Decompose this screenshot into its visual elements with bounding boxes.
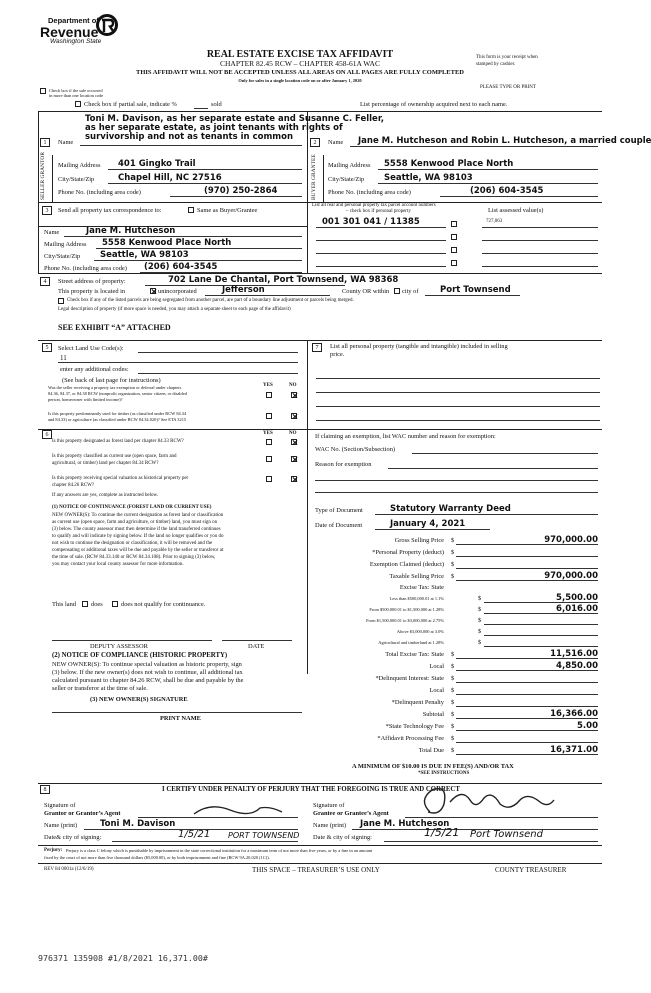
seller-side-label: SELLER GRANTOR [40,151,46,200]
notice1-line: compensating or additional taxes will be due and payable by the seller or transferor at [52,548,224,553]
buyer-city-value: Seattle, WA 98103 [384,173,473,183]
seller-mailing-value: 401 Gingko Trail [118,159,196,169]
receipt-note-2: stamped by cashier. [476,62,516,67]
county-or-label: County OR within [342,288,390,295]
tax-row-value: 4,850.00 [556,661,598,671]
s6-q2-yes-checkbox[interactable] [266,456,272,462]
unincorporated-checkbox[interactable] [150,288,156,294]
form-warning: THIS AFFIDAVIT WILL NOT BE ACCEPTED UNLESS ALL AREAS ON ALL PAGES ARE FULLY COMPLETED [136,69,464,76]
tier-label: From $1,500,000.01 to $3,000,000 at 2.75% [366,618,444,623]
s6-q1-yes-checkbox[interactable] [266,439,272,445]
perjury-line-1: Perjury is a class C felony which is punishable by imprisonment in the state correctional institution for a maximum term of not more than five years, or by a fine in an amount [66,848,373,853]
s5-q1-yes-checkbox[interactable] [266,392,272,398]
tax-row-label: *Affidavit Processing Fee [377,735,444,742]
notice1-line: the time of sale. (RCW 84.33.140 or RCW 84.34.108). Prior to signing (3) below, [52,555,216,560]
corr-mailing-value: 5558 Kenwood Place North [102,238,232,248]
dollar-sign: $ [451,711,455,718]
date-label: DATE [248,643,265,650]
print-name-label: PRINT NAME [160,715,201,722]
multi-location-label-2: in more than one location code [49,93,104,98]
tier-label: Agricultural and timberland at 1.28% [378,640,444,645]
logo-line-2: Revenue [40,24,99,40]
type-or-print: PLEASE TYPE OR PRINT [480,85,536,90]
located-label: This property is located in [58,288,126,295]
form-subtitle: CHAPTER 82.45 RCW – CHAPTER 458-61A WAC [220,59,380,68]
section-1-number: 1 [40,138,50,147]
county-treasurer: COUNTY TREASURER [495,866,567,874]
personal-property-checkbox[interactable] [451,247,457,253]
land-use-code: 11 [60,354,67,362]
grantor-sig-label-1: Signature of [44,802,76,809]
buyer-city-label: City/State/Zip [328,176,365,183]
notice1-line: you may contact your local county assessor for more information. [52,562,184,567]
unincorporated-label: unincorporated [158,288,197,295]
tax-row-value: 5.00 [577,721,598,731]
tax-row-label: *State Technology Fee [385,723,444,730]
s5-q2-no-checkbox[interactable] [291,413,297,419]
tax-row-label: Total Excise Tax: State [385,651,444,658]
seller-name-line-3: survivorship and not as tenants in common [85,132,294,142]
grantor-city-hw: PORT TOWNSEND [228,831,300,840]
minimum-note: A MINIMUM OF $10.00 IS DUE IN FEE(S) AND/OR TAX [352,763,514,770]
corr-phone-value: (206) 604-3545 [144,262,218,272]
notice1-line: to qualify and will indicate by signing below. If the land no longer qualifies or you do [52,534,224,539]
corr-city-value: Seattle, WA 98103 [100,250,189,260]
personal-property-checkbox[interactable] [451,221,457,227]
section-4-number: 4 [40,277,50,286]
new-owner-signature-label: (3) NEW OWNER(S) SIGNATURE [90,696,188,703]
tax-row-label: *Personal Property (deduct) [372,549,444,556]
dollar-sign: $ [451,651,455,658]
land-does-label: does [91,601,103,608]
grantee-name-print-label: Name (print) [313,822,347,829]
corr-mailing-label: Mailing Address [44,241,87,248]
dollar-sign: $ [451,687,455,694]
street-label: Street address of property: [58,278,126,285]
corr-phone-label: Phone No. (including area code) [44,265,127,272]
segregated-label: Check box if any of the listed parcels are being segregated from another parcel, are part of a boundary line adjustment or parcels being merged. [67,298,354,303]
grantor-name-print-label: Name (print) [44,822,78,829]
personal-property-checkbox[interactable] [451,234,457,240]
dollar-sign: $ [451,663,455,670]
grantor-name-print: Toni M. Davison [100,819,176,829]
street-value: 702 Lane De Chantal, Port Townsend, WA 98368 [168,275,399,285]
partial-sale-sold: sold [211,101,222,108]
dollar-sign: $ [451,735,455,742]
buyer-mailing-value: 5558 Kenwood Place North [384,159,514,169]
doc-type-value: Statutory Warranty Deed [390,504,511,514]
notice2-line: calculated pursuant to chapter 84.26 RCW, shall be due and payable by the [52,677,244,684]
grantee-sig-label-1: Signature of [313,802,345,809]
only-for-note: Only for sales in a single location code on or after January 1, 2020 [238,78,362,83]
tax-row-value: 970,000.00 [544,571,598,581]
seller-name-line-1: Toni M. Davison, as her separate estate and Susanne C. Feller, [85,114,384,124]
dollar-sign: $ [478,617,482,624]
s6-q3-line-1: Is this property receiving special valuation as historical property per [52,476,189,481]
treasurer-use: THIS SPACE – TREASURER’S USE ONLY [252,866,380,874]
correspondence-label: Send all property tax correspondence to: [58,207,162,214]
doc-date-label: Date of Document [315,522,363,529]
reason-label: Reason for exemption [315,461,372,468]
s6-yes-header: YES [263,431,273,436]
exhibit-note: SEE EXHIBIT “A” ATTACHED [58,323,171,332]
tax-row-label: Gross Selling Price [394,537,444,544]
seller-city-value: Chapel Hill, NC 27516 [118,173,222,183]
notice2-line: seller or transferor at the time of sale. [52,685,148,692]
parcel-number: 001 301 041 / 11385 [322,217,420,227]
tier-label: Above $3,000,000 at 3.0% [396,629,444,634]
grantee-date-city-label: Date & city of signing: [313,834,372,841]
grantee-sig-label-2: Grantee or Grantee’s Agent [313,810,389,817]
legal-label: Legal description of property (if more space is needed, you may attach a separate sheet to each page of the affidavit) [58,307,291,312]
buyer-mailing-label: Mailing Address [328,162,371,169]
seller-phone-value: (970) 250-2864 [204,186,278,196]
s6-q2-line-2: agricultural, or timber) land per chapter 84.34 RCW? [52,461,159,466]
section-2-number: 2 [310,138,320,147]
dollar-sign: $ [451,723,455,730]
s5-q2-line-1: Is this property predominantly used for timber (as classified under RCW 84.34 [48,411,187,416]
form-title: REAL ESTATE EXCISE TAX AFFIDAVIT [206,49,394,60]
buyer-name-value: Jane M. Hutcheson and Robin L. Hutcheson, a married couple [358,136,651,146]
certify-statement: I CERTIFY UNDER PENALTY OF PERJURY THAT THE FOREGOING IS TRUE AND CORRECT [162,786,460,793]
tax-row-label: Total Due [418,747,444,754]
section-6-number: 6 [42,430,52,439]
grantee-name-print: Jane M. Hutcheson [360,819,450,829]
land-use-label: Select Land Use Code(s): [58,345,124,352]
corr-city-label: City/State/Zip [44,253,81,260]
county-value: Jefferson [222,285,265,295]
additional-codes-label: enter any additional codes: [60,366,129,373]
land-does-not-checkbox[interactable] [112,601,118,607]
this-land-label: This land [52,601,76,608]
dollar-sign: $ [451,537,455,544]
notice2-line: NEW OWNER(S): To continue special valuation as historic property, sign [52,661,242,668]
s7-label-1: List all personal property (tangible and intangible) included in selling [330,343,508,350]
city-checkbox[interactable] [394,288,400,294]
excise-state-label: Excise Tax: State [399,584,444,591]
section-7-number: 7 [312,343,322,352]
section-8-number: 8 [40,785,50,794]
dor-logo-icon [96,13,118,37]
s5-q1-line-3: person, homeowner with limited income)? [48,397,123,402]
s6-q2-line-1: Is this property classified as current use (open space, farm and [52,454,177,459]
yes-header: YES [263,383,273,388]
city-value: Port Townsend [440,285,511,295]
notice2-title: (2) NOTICE OF COMPLIANCE (HISTORIC PROPERTY) [52,652,228,659]
grantor-signature [190,796,290,820]
parcels-header-1: List all real and personal property tax parcel account numbers [312,203,436,208]
seller-mailing-label: Mailing Address [58,162,101,169]
seller-city-label: City/State/Zip [58,176,95,183]
personal-property-checkbox[interactable] [451,260,457,266]
same-as-buyer-checkbox[interactable] [188,207,194,213]
buyer-side-label: BUYER GRANTEE [311,154,317,200]
tax-row-label: Exemption Claimed (deduct) [369,561,444,568]
grantor-date-city-label: Date& city of signing: [44,834,102,841]
tax-row-label: Local [429,687,444,694]
seller-name-label: Name [58,139,74,146]
grantee-city-hw: Port Townsend [470,829,543,840]
tax-row-label: Taxable Selling Price [389,573,444,580]
dollar-sign: $ [451,675,455,682]
dollar-sign: $ [451,561,455,568]
notice1-line: NEW OWNER(S): To continue the current designation as forest land or classification [52,513,224,518]
s6-q2-no-checkbox[interactable] [291,456,297,462]
partial-sale-checkbox[interactable] [75,101,81,107]
dollar-sign: $ [451,573,455,580]
grantee-date-hw: 1/5/21 [424,826,460,839]
s6-if-yes: If any answers are yes, complete as instructed below. [52,493,159,498]
logo-line-1: Department of [48,16,99,25]
grantee-signature [410,782,560,820]
wac-intro: If claiming an exemption, list WAC number and reason for exemption: [315,433,496,440]
s5-q1-no-checkbox[interactable] [291,392,297,398]
tier-value: 5,500.00 [556,593,598,603]
cashier-stamp: 976371 135908 #1/8/2021 16,371.00# [38,953,208,963]
s6-q3-yes-checkbox[interactable] [266,476,272,482]
notice1-line: as current use (open space, farm and agriculture, or timber) land, you must sign on [52,520,218,525]
land-does-not-label: does not qualify for continuance. [121,601,206,608]
dollar-sign: $ [478,595,482,602]
tax-row-value: 970,000.00 [544,535,598,545]
seller-name-line-2: as her separate estate, as joint tenants with rights of [85,123,343,133]
dollar-sign: $ [478,606,482,613]
tier-label: Less than $500,000.01 at 1.1% [389,596,444,601]
tax-row-value: 16,366.00 [550,709,598,719]
tax-row-label: *Delinquent Interest: State [375,675,444,682]
assessed-header: List assessed value(s) [488,207,544,214]
perjury-label: Perjury: [44,848,63,853]
assessed-value: 727,063 [486,219,503,224]
tax-row-value: 11,516.00 [550,649,598,659]
city-of-label: city of [402,288,419,295]
see-back-note: (See back of last page for instructions) [62,377,161,384]
grantor-date-hw: 1/5/21 [178,829,211,840]
rev-number: REV 84 0001a (12/6/19) [44,867,94,872]
grantor-sig-label-2: Grantor or Grantor’s Agent [44,810,121,817]
s6-q1-no-checkbox[interactable] [291,439,297,445]
partial-sale-label: Check box if partial sale, indicate % [84,101,177,108]
same-as-buyer-label: Same as Buyer/Grantee [197,207,258,214]
corr-name-value: Jane M. Hutcheson [86,226,176,236]
dollar-sign: $ [478,639,482,646]
s5-q1-line-1: Was the seller receiving a property tax exemption or deferral under chapters [48,385,182,390]
tax-row-value: 16,371.00 [550,745,598,755]
deputy-assessor-label: DEPUTY ASSESSOR [90,643,148,650]
logo-line-3: Washington State [50,38,102,45]
buyer-name-label: Name [328,139,344,146]
notice1-line: not wish to continue the designation or classification, it will be removed and the [52,541,213,546]
buyer-phone-value: (206) 604-3545 [470,186,544,196]
s5-q2-line-2: and 84.33) or agriculture (as classified under RCW 84.34.020)? See ETA 3215 [48,417,187,422]
tax-row-label: Subtotal [422,711,444,718]
doc-date-value: January 4, 2021 [390,519,466,529]
notice1-line: (3) below. The county assessor must then determine if the land transferred continues [52,527,221,532]
s6-q3-no-checkbox[interactable] [291,476,297,482]
dollar-sign: $ [478,628,482,635]
notice2-line: (3) below. If the new owner(s) does not wish to continue, all additional tax [52,669,243,676]
tax-row-label: *Delinquent Penalty [391,699,444,706]
perjury-line-2: fixed by the court of not more than five thousand dollars ($5,000.00), or by both imprisonment and fine (RCW 9A.20.020 (1C)). [44,855,270,860]
tier-label: From $500,000.01 to $1,500,000 at 1.28% [369,607,444,612]
see-instructions: *SEE INSTRUCTIONS [418,771,470,776]
wac-label: WAC No. (Section/Subsection) [315,446,396,453]
receipt-note-1: This form is your receipt when [476,55,538,60]
dollar-sign: $ [451,747,455,754]
segregated-checkbox[interactable] [58,298,64,304]
section-3-number: 3 [42,206,52,215]
notice1-title: (1) NOTICE OF CONTINUANCE (FOREST LAND OR CURRENT USE) [52,505,212,510]
s7-label-2: price. [330,351,345,358]
doc-type-label: Type of Document [315,507,363,514]
s6-q1: Is this property designated as forest land per chapter 84.33 RCW? [52,439,184,444]
buyer-phone-label: Phone No. (including area code) [328,189,411,196]
multi-location-checkbox[interactable] [40,88,46,94]
parcels-header-2: – check box if personal property [346,209,411,214]
multi-location-label-1: Check box if the sale occurred [49,88,103,93]
tier-value: 6,016.00 [556,604,598,614]
ownership-note: List percentage of ownership acquired next to each name. [360,101,508,108]
dollar-sign: $ [451,549,455,556]
corr-name-label: Name [44,229,60,236]
no-header: NO [289,383,297,388]
s5-q2-yes-checkbox[interactable] [266,413,272,419]
dollar-sign: $ [451,699,455,706]
seller-phone-label: Phone No. (including area code) [58,189,141,196]
s6-no-header: NO [289,431,297,436]
land-does-checkbox[interactable] [82,601,88,607]
s5-q1-line-2: 84.36, 84.37, or 84.38 RCW (nonprofit organization, senior citizen, or disabled [48,391,187,396]
tax-row-label: Local [429,663,444,670]
section-5-number: 5 [42,343,52,352]
s6-q3-line-2: chapter 84.26 RCW? [52,483,95,488]
